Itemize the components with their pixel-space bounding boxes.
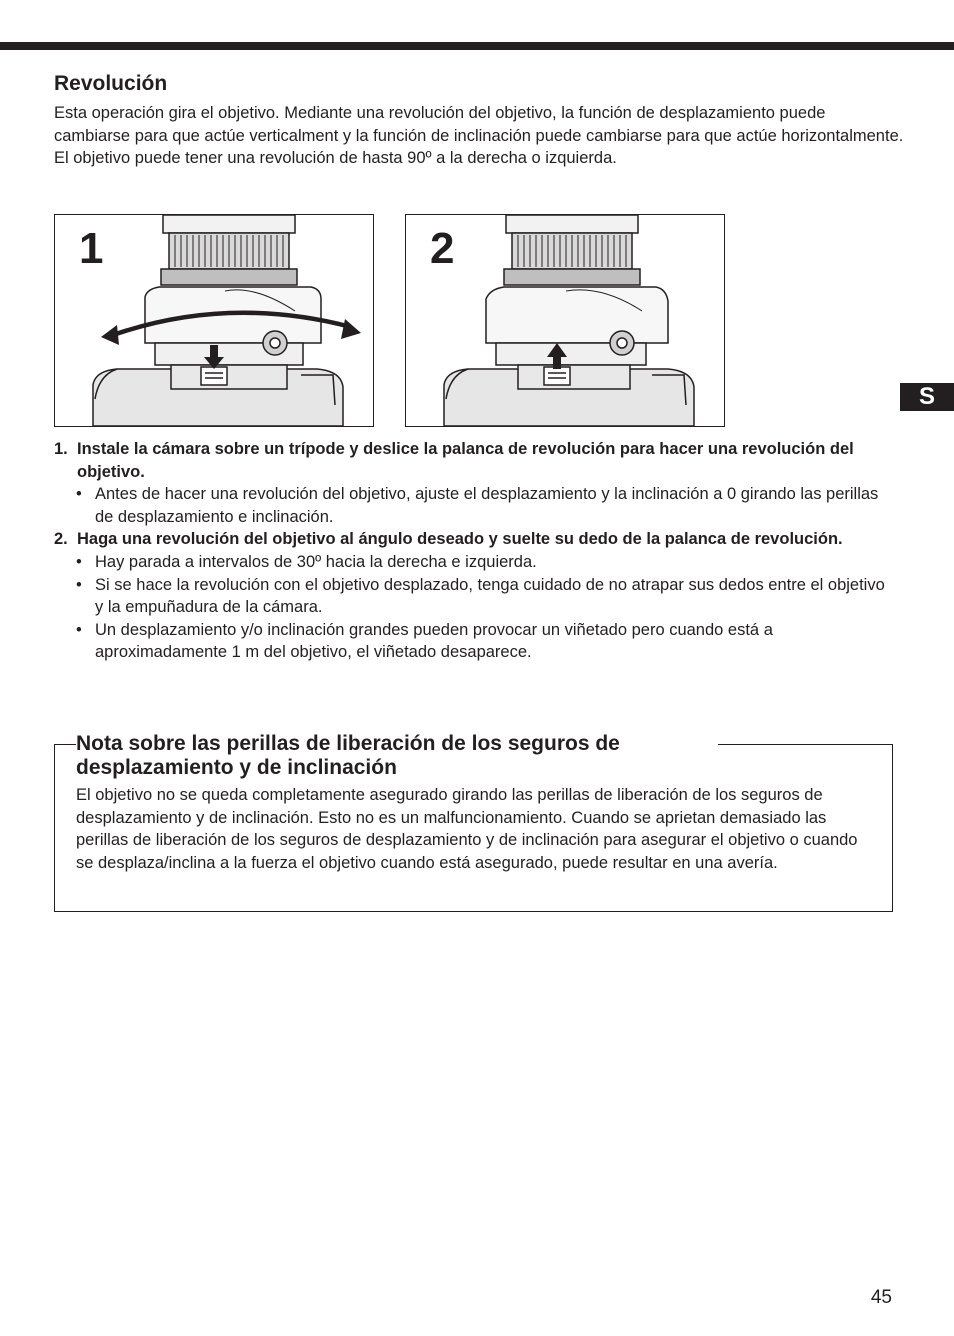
step-number: 2. [54, 530, 68, 549]
instruction-steps [54, 438, 894, 664]
bullet-symbol: • [76, 575, 82, 594]
bullet-text: Si se hace la revolución con el objetivo desplazado, tenga cuidado de no atrapar sus dedos entre el objetivo y la empuñadura de la cámara. [95, 575, 885, 617]
intro-paragraph: Esta operación gira el objetivo. Mediante una revolución del objetivo, la función de desplazamiento puede cambiarse para que actúe verticalment y la función de inclinación puede cambiarse para que actúe horizontalmente. El objetivo puede tener una revolución de hasta 90º a la derecha o izquierda. [54, 104, 904, 168]
bullet-item [54, 483, 894, 528]
step-1 [54, 438, 894, 483]
note-title: Nota sobre las perillas de liberación de los seguros de desplazamiento y de inclinación [76, 732, 718, 780]
language-tab: S [900, 383, 954, 411]
bullet-text: Hay parada a intervalos de 30º hacia la derecha e izquierda. [95, 552, 537, 571]
note-body: El objetivo no se queda completamente asegurado girando las perillas de liberación de los seguros de desplazamiento y de inclinación. Esto no es un malfuncionamiento. Cuando se aprietan demasiado las perillas de liberación de los seguros de desplazamiento y de inclinación para asegurar el objetivo o cuando se desplaza/inclina a la fuerza el objetivo cuando está asegurado, puede resultar en una avería. [76, 786, 858, 872]
bullet-symbol: • [76, 620, 82, 639]
figure-number: 2 [430, 224, 455, 273]
step-text: Instale la cámara sobre un trípode y deslice la palanca de revolución para hacer una revolución del objetivo. [77, 440, 854, 481]
step-2 [54, 528, 894, 551]
figure-number: 1 [79, 224, 104, 273]
section-title: Revolución [54, 72, 168, 95]
bullet-item [54, 551, 894, 574]
bullet-text: Antes de hacer una revolución del objetivo, ajuste el desplazamiento y la inclinación a 0 girando las perillas de desplazamiento e inclinación. [95, 485, 879, 526]
bullet-symbol: • [76, 552, 82, 571]
bullet-item [54, 619, 894, 664]
bullet-symbol: • [76, 485, 82, 504]
bullet-text: Un desplazamiento y/o inclinación grandes pueden provocar un viñetado pero cuando está a aproximadamente 1 m del objetivo, el viñetado desaparece. [95, 620, 773, 662]
page-number: 45 [870, 1287, 892, 1308]
figure-1 [54, 214, 374, 427]
bullet-item [54, 574, 894, 619]
step-text: Haga una revolución del objetivo al ángulo deseado y suelte su dedo de la palanca de revolución. [77, 530, 843, 549]
step-number: 1. [54, 440, 68, 458]
top-rule [0, 42, 954, 50]
figure-2 [405, 214, 725, 427]
